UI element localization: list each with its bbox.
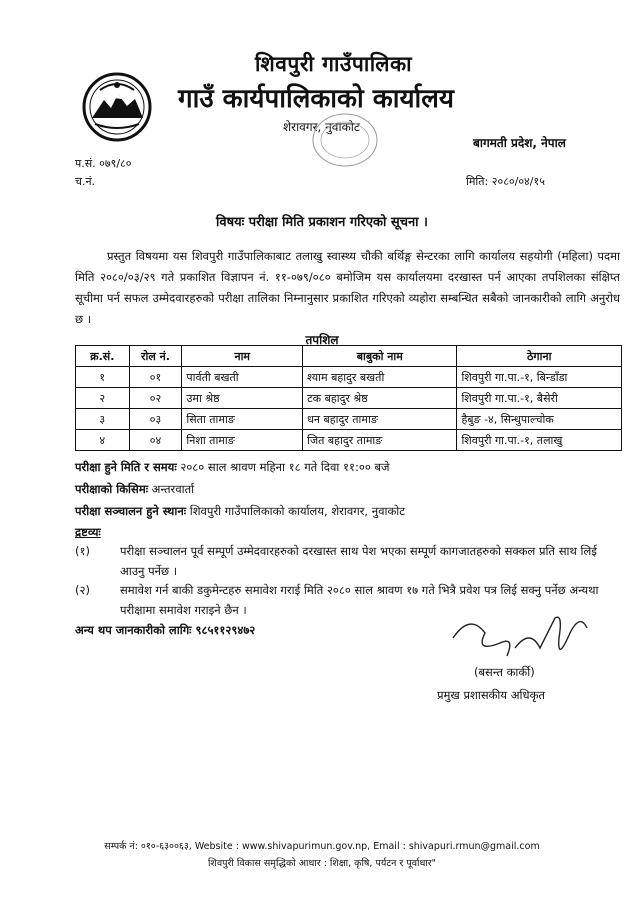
exam-type (75, 482, 194, 497)
table-cell: उमा श्रेष्ठ (182, 388, 303, 409)
signatory-name: (बसन्त कार्की) (474, 665, 535, 679)
exam-datetime-value: २०८० साल श्रावण महिना १८ गते दिवा ११:०० बजे (176, 460, 390, 474)
table-cell: ०१ (129, 367, 182, 388)
table-row (76, 430, 622, 451)
table-cell: निशा तामाङ (182, 430, 303, 451)
subject-line: विषयः परीक्षा मिति प्रकाशन गरिएको सूचना । (215, 215, 428, 230)
table-cell: शिवपुरी गा.पा.-१, बिन्डाँडा (457, 367, 622, 388)
table-cell: पार्वती बखती (182, 367, 303, 388)
table-cell: ०३ (129, 409, 182, 430)
notes-title: द्रष्टव्यः (75, 525, 101, 539)
table-cell: ३ (76, 409, 130, 430)
note-number: (१) (75, 544, 90, 558)
candidate-table (75, 345, 622, 451)
table-header: ठेगाना (457, 346, 622, 367)
table-row (76, 409, 622, 430)
signature (445, 608, 595, 668)
table-header: रोल नं. (129, 346, 182, 367)
dispatch-number: च.नं. (75, 175, 96, 188)
footer-slogan: शिवपुरी विकास समृद्धिको आधार : शिक्षा, कृषि, पर्यटन र पूर्वाधार" (207, 858, 437, 869)
exam-venue (75, 504, 405, 519)
signatory-title: प्रमुख प्रशासकीय अधिकृत (437, 688, 545, 702)
office-stamp (310, 110, 380, 170)
table-cell: २ (76, 388, 130, 409)
exam-venue-value: शिवपुरी गाउँपालिकाको कार्यालय, शेरावगर, नुवाकोट (186, 504, 406, 518)
table-cell: जित बहादुर तामाङ (303, 430, 457, 451)
table-cell: धन बहादुर तामाङ (303, 409, 457, 430)
table-cell: टक बहादुर श्रेष्ठ (303, 388, 457, 409)
table-header-row (76, 346, 622, 367)
body-paragraph: प्रस्तुत विषयमा यस शिवपुरी गाउँपालिकाबाट तलाखु स्वास्थ्य चौकी बर्थिङ्ग सेन्टरका लागि कार्यालय सहयोगी (महिला) पदमा मिति २०८०/०३/२९ गते प्रकाशित विज्ञापन नं. ११-०७९/०८० बमोजिम यस कार्यालयमा दरखास्त पर्न आएका तपशिलका संक्षिप्त सूचीमा पर्न सफल उम्मेदवारहरुको परीक्षा तालिका निम्नानुसार प्रकाशित गरिएको व्यहोरा सम्बन्धित सबैको जानकारीको लागि अनुरोध छ । (75, 249, 620, 326)
table-cell: १ (76, 367, 130, 388)
table-cell: शिवपुरी गा.पा.-१, तलाखु (457, 430, 622, 451)
note-number: (२) (75, 583, 90, 597)
table-cell: श्याम बहादुर बखती (303, 367, 457, 388)
note-text: परीक्षा सञ्चालन पूर्व सम्पूर्ण उम्मेदवारहरुको दरखास्त साथ पेश भएका सम्पूर्ण कागजातहरुको सक्कल प्रति साथ लिई आउनु पर्नेछ । (120, 544, 597, 578)
province: बागमती प्रदेश, नेपाल (473, 136, 566, 150)
table-cell: ०२ (129, 388, 182, 409)
note-item (75, 541, 620, 581)
exam-type-value: अन्तरवार्ता (148, 482, 195, 496)
table-title: तपशिल (305, 333, 339, 347)
letter-date: मिति: २०८०/०४/१५ (466, 175, 545, 188)
nepal-emblem-logo (80, 70, 154, 144)
table-row (76, 388, 622, 409)
table-cell: ४ (76, 430, 130, 451)
exam-datetime-label: परीक्षा हुने मिति र समयः (75, 460, 177, 474)
table-cell: सिता तामाङ (182, 409, 303, 430)
table-header: बाबुको नाम (303, 346, 457, 367)
office-address: शेरावगर, नुवाकोट (283, 120, 360, 134)
exam-type-label: परीक्षाको किसिमः (75, 482, 149, 496)
table-cell: हैबुङ -४, सिन्धुपाल्चोक (457, 409, 622, 430)
note-text: समावेश गर्न बाकी डकुमेन्टहरु समावेश गराई मिति २०८० साल श्रावण १७ गते भित्रै प्रवेश पत्र लिई सक्नु पर्नेछ अन्यथा परीक्षामा समावेश गराइने छैन । (120, 583, 599, 617)
exam-venue-label: परीक्षा सञ्चालन हुने स्थानः (75, 504, 187, 518)
reference-number: प.सं. ०७९/८० (75, 157, 132, 170)
table-header: नाम (182, 346, 303, 367)
table-cell: शिवपुरी गा.पा.-१, बैसेरी (457, 388, 622, 409)
contact-info: अन्य थप जानकारीको लागिः ९८५११२९४७२ (75, 623, 256, 637)
footer-contact: सम्पर्क नं: ०१०-६३००६३, Website : www.shivapurimun.gov.np, Email : shivapuri.rmun@gmail.com (104, 841, 540, 852)
table-header: क्र.सं. (76, 346, 130, 367)
table-cell: ०४ (129, 430, 182, 451)
table-row (76, 367, 622, 388)
exam-datetime (75, 460, 390, 475)
office-name: गाउँ कार्यपालिकाको कार्यालय (178, 84, 454, 114)
org-name: शिवपुरी गाउँपालिका (255, 52, 413, 76)
